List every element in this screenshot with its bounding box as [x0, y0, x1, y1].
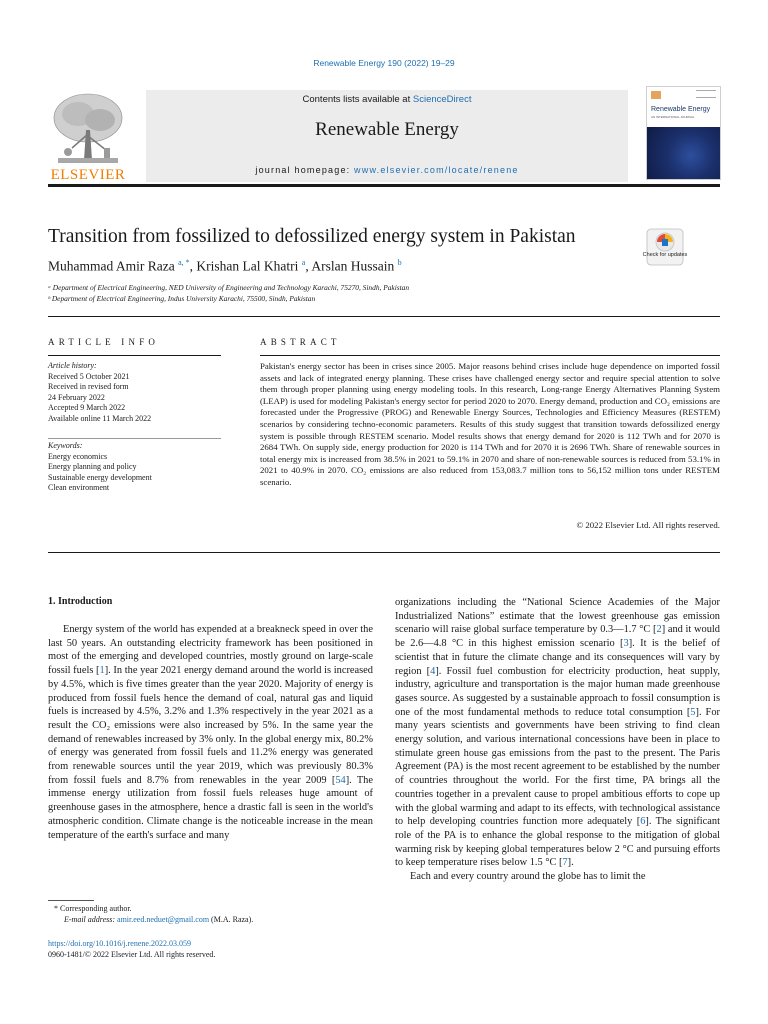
article-info-divider: [48, 355, 221, 356]
reference-link[interactable]: 2: [656, 624, 662, 636]
reference-link[interactable]: 5: [690, 706, 696, 718]
author-name[interactable]: Krishan Lal Khatri: [196, 258, 299, 274]
author-affiliation-marker[interactable]: b: [397, 258, 402, 267]
history-item: Received 5 October 2021: [48, 371, 130, 381]
reference-link[interactable]: 6: [640, 816, 646, 828]
introduction-heading: 1. Introduction: [48, 596, 113, 607]
reference-link[interactable]: 54: [335, 774, 346, 786]
elsevier-wordmark: ELSEVIER: [50, 167, 126, 183]
affiliation-a: ᵃ Department of Electrical Engineering, NED University of Engineering and Technology Karachi, 75270, Sindh, Pakistan: [48, 283, 410, 292]
article-info-heading: ARTICLE INFO: [48, 337, 160, 347]
history-item: Available online 11 March 2022: [48, 413, 152, 423]
author-affiliation-marker[interactable]: a: [301, 258, 306, 267]
cover-publisher-mark: [651, 91, 661, 99]
article-history-label: Article history:: [48, 361, 97, 370]
keyword-item: Clean environment: [48, 483, 110, 493]
sciencedirect-link[interactable]: ScienceDirect: [412, 94, 472, 105]
paragraph: Each and every country around the globe has to limit the: [410, 871, 646, 883]
issn-copyright: 0960-1481/© 2022 Elsevier Ltd. All rights reserved.: [48, 950, 216, 959]
journal-title: Renewable Energy: [315, 119, 459, 140]
keywords-list: [48, 441, 152, 494]
journal-homepage: journal homepage: www.elsevier.com/locate/renene: [255, 165, 519, 175]
keyword-item: Sustainable energy development: [48, 472, 152, 482]
author-list: Muhammad Amir Raza $^{a, *}$, Krishan Lal Khatri $^a$, Arslan Hussain $^b$: [48, 258, 402, 274]
history-item: Accepted 9 March 2022: [48, 403, 126, 413]
body-column-right: [395, 596, 720, 884]
keyword-item: Energy planning and policy: [48, 462, 137, 472]
author-name[interactable]: Arslan Hussain: [311, 258, 395, 274]
journal-citation[interactable]: Renewable Energy 190 (2022) 19–29: [313, 58, 455, 68]
abstract-copyright: © 2022 Elsevier Ltd. All rights reserved.: [576, 520, 720, 530]
check-for-updates-label[interactable]: Check for updates: [642, 252, 688, 258]
article-history: [48, 361, 151, 425]
email-link[interactable]: amir.eed.neduet@gmail.com: [117, 915, 210, 924]
cover-subtitle: AN INTERNATIONAL JOURNAL: [651, 115, 695, 119]
doi-link[interactable]: https://doi.org/10.1016/j.renene.2022.03.059: [48, 939, 191, 948]
abstract-text: Pakistan's energy sector has been in crises since 2005. Major reasons behind crises include huge dependence on imported fossil assets and lack of integrated energy planning. These crises have challenged energy sector and require special attention to solve them through proper planning using energy modeling tools. In this research, Long-range Energy Alternatives Planning System (LEAP) is used for modeling Pakistan's energy sector for period 2020 to 2070. Energy demand, production and CO₂ emissions are forecasted under the Progressive (PROG) and Renewable Energy Sources, Technologies and Efficiency Measures (RESTEM) scenarios by considering techno-economic parameters. Results of this study suggest that transition towards defossilized energy system is possible through RESTEM scenario. Model results shows that energy demand for 2020 is 112 TWh and for 2070 is 2684 TWh. On supply side, energy production for 2020 is 114 TWh and for 2070 it is 2696 TWh. Share of renewable sources in total energy mix is increased from 38.5% in 2021 to 59.1% in 2070 and share of non-renewable sources is reduced from 53.1% in 2021 to 40.9% in 2070. CO₂ emissions are also reduced from 153,083.7 million tons to 56,152 million tons under RESTEM scenario.: [260, 361, 720, 487]
keywords-divider: [48, 438, 221, 439]
author-name[interactable]: Muhammad Amir Raza: [48, 258, 175, 274]
reference-link[interactable]: 4: [430, 665, 436, 677]
paragraph: organizations including the “National Science Academies of the Major Industrialized Nations” estimate that the lowest greenhouse gas emission scenario will raise global surface temperature by 0.3—1.7 °C [2] and it would be 2.6—4.8 °C in this highest emission scenario [3]. It is the belief of scientist that in future the climate change and its consequences will vary by region [4]. Fossil fuel combustion for electricity production, heat supply, industry, agriculture and transportation is the major human made greenhouse gases source. As suggested by a sustainable approach to fossil consumption is one of the most fundamental methods to reduce total consumption [5]. For many years scientists and governments have been striving to find clean energy solution, and various international concessions have been in place to stimulate green house gas emissions from the past to the present. The Paris Agreement (PA) is the most recent agreement to be established by the number of countries throughout the world. For the first time, PA brings all the countries together in a prevalent cause to propel ambitious efforts to cope up with the global warming and adapt to its effects, with technological assistance to help developing countries function more adequately [6]. The significant role of the PA is to enhance the global response to the mitigation of global warming risk by keeping global temperatures below 2 °C and pursuing efforts to keep temperature rises below 1.5 °C [7].: [395, 597, 720, 869]
homepage-link[interactable]: www.elsevier.com/locate/renene: [354, 165, 519, 175]
abstract-bottom-divider: [48, 552, 720, 553]
keyword-item: Energy economics: [48, 451, 108, 461]
header-divider: [48, 184, 720, 187]
corresponding-author-note: * Corresponding author.: [54, 904, 132, 913]
affiliation-b: ᵇ Department of Electrical Engineering, Indus University Karachi, 75500, Sindh, Pakistan: [48, 294, 316, 303]
keywords-label: Keywords:: [48, 441, 83, 450]
history-item: 24 February 2022: [48, 392, 105, 402]
body-column-left: [48, 623, 373, 842]
history-item: Received in revised form: [48, 382, 129, 392]
author-affiliation-marker[interactable]: a, *: [178, 258, 190, 267]
footnote: [48, 903, 253, 925]
check-for-updates-icon[interactable]: [646, 228, 684, 266]
journal-cover-thumbnail[interactable]: [646, 86, 721, 180]
footnote-divider: [48, 900, 94, 901]
cover-title: Renewable Energy: [651, 106, 711, 113]
title-divider: [48, 316, 720, 317]
paragraph: Energy system of the world has expended at a breakneck speed in over the last 50 years. An outstanding electricity framework has been positioned in most of the emerging and developed countries, mostly ground on large-scale fossil fuels [1]. In the year 2021 energy demand around the world is increased by 4.5%, which is five times greater than the year 2020. Majority of energy is produced from fossil fuels hence the demand of coal, natural gas and liquid fuels is increased by 4.5%, 3.2% and 1.3% respectively in the year 2021 as a result the CO₂ emissions were also increased by 5%. In the same year the demand of renewables increased by 3% only. In the global energy mix, 80.2% of energy was generated from fossil fuels and 11.2% energy was generated from renewable sources until the year 2019, which was previously 80.3% from fossil fuels and 8.7% from renewables in the year 2009 [54]. The immense energy utilization from fossil fuels releases huge amount of greenhouse gases in the atmosphere, hence a drastic fall is seen in the world's atmospheric condition. Climate change is the noticeable increase in the mean temperature of the earth's surface and many: [48, 624, 373, 841]
reference-link[interactable]: 1: [99, 665, 105, 677]
cover-image: [647, 127, 720, 179]
abstract-divider: [260, 355, 720, 356]
cover-header-lines: [696, 90, 716, 98]
email-line: E-mail address: amir.eed.neduet@gmail.com (M.A. Raza).: [64, 915, 254, 924]
reference-link[interactable]: 3: [623, 638, 629, 650]
paper-title: Transition from fossilized to defossilized energy system in Pakistan: [48, 226, 576, 247]
abstract-heading: ABSTRACT: [260, 337, 341, 347]
reference-link[interactable]: 7: [562, 857, 568, 869]
contents-line: Contents lists available at ScienceDirect: [302, 94, 472, 105]
